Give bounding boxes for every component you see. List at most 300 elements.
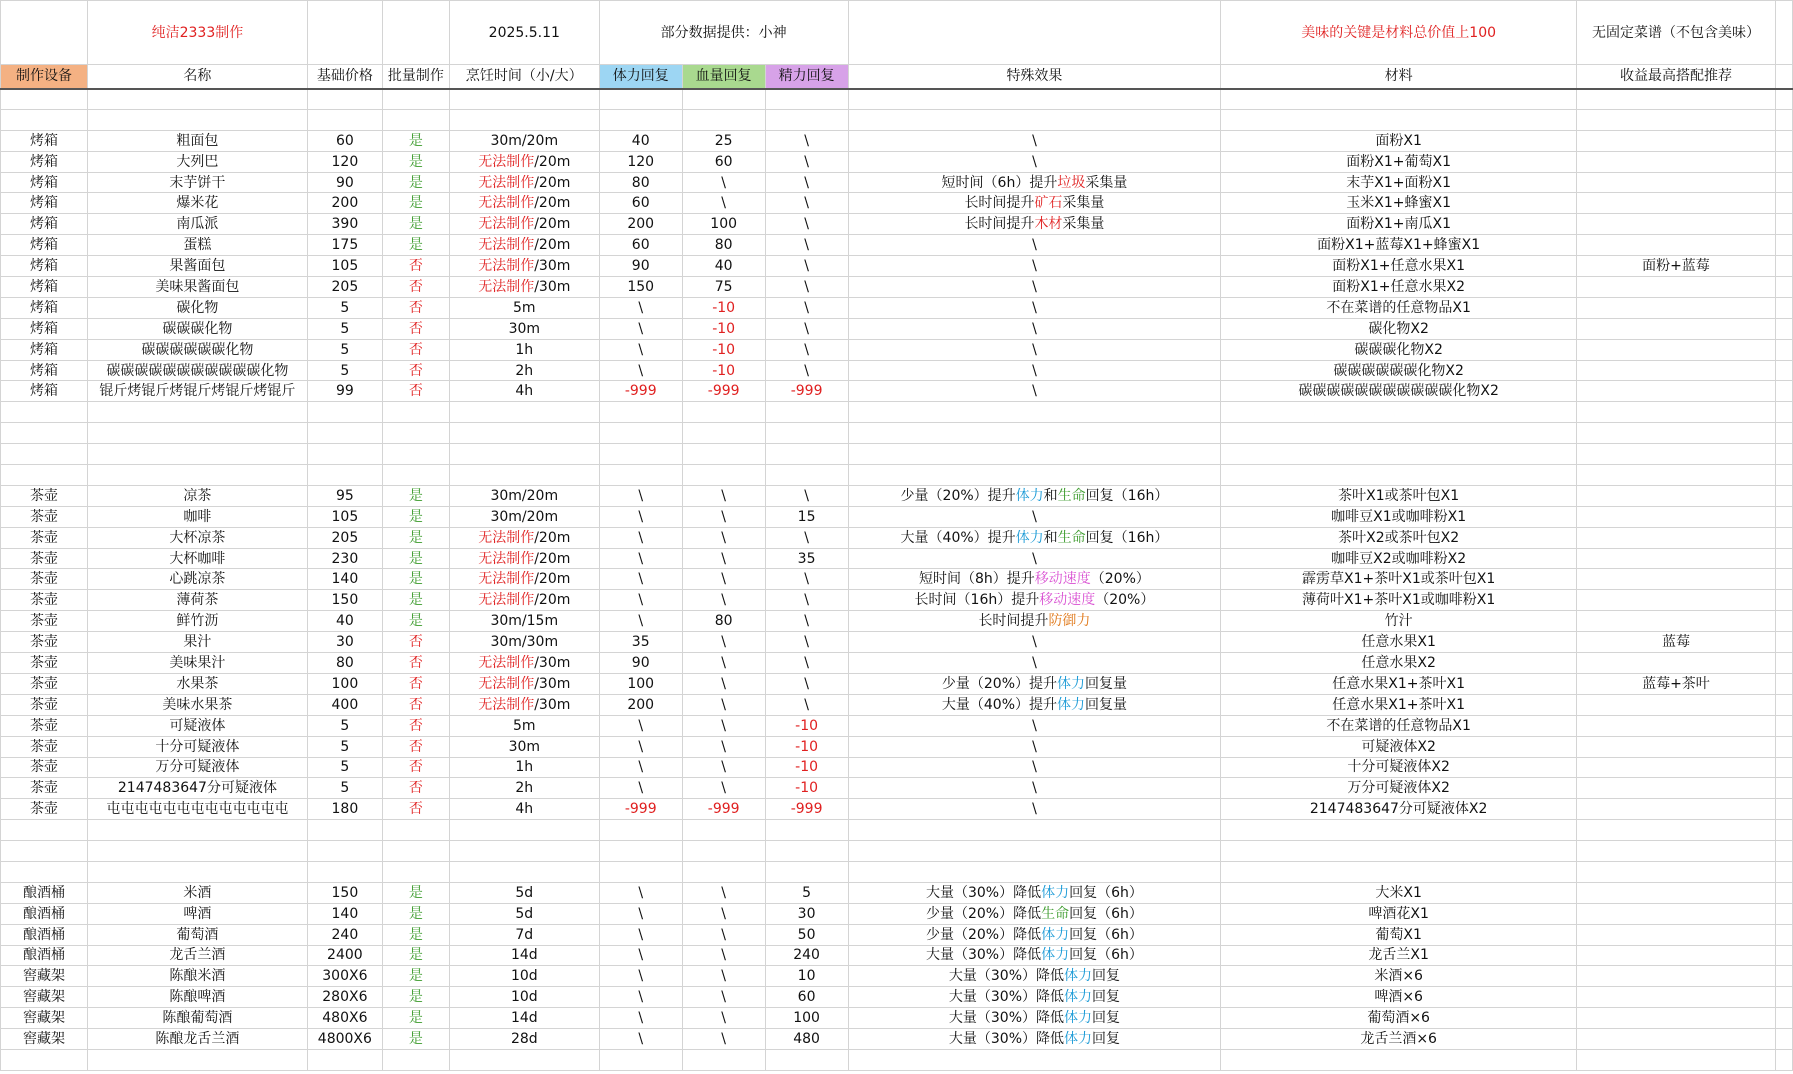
cell[interactable]	[1, 841, 88, 862]
cell[interactable]	[1775, 590, 1792, 611]
price-cell[interactable]: 205	[307, 277, 382, 298]
batch-cell[interactable]: 是	[382, 945, 449, 966]
price-cell[interactable]: 150	[307, 882, 382, 903]
health-cell[interactable]: 80	[682, 611, 765, 632]
effect-cell[interactable]	[848, 632, 1221, 653]
effect-cell[interactable]	[848, 506, 1221, 527]
cell[interactable]	[848, 841, 1221, 862]
cell[interactable]	[1, 89, 88, 110]
effect-cell[interactable]	[848, 736, 1221, 757]
effect-cell[interactable]	[848, 1029, 1221, 1050]
effect-cell[interactable]	[848, 339, 1221, 360]
cell[interactable]	[449, 861, 599, 882]
author-cell[interactable]: 纯洁2333制作	[87, 1, 307, 65]
stamina-cell[interactable]: -999	[599, 381, 682, 402]
stamina-cell[interactable]: \	[599, 778, 682, 799]
name-cell[interactable]: 大列巴	[87, 151, 307, 172]
cell[interactable]	[1775, 360, 1792, 381]
energy-cell[interactable]: \	[765, 360, 848, 381]
effect-cell[interactable]	[848, 569, 1221, 590]
time-cell[interactable]	[449, 778, 599, 799]
name-cell[interactable]: 美味果汁	[87, 653, 307, 674]
name-cell[interactable]: 陈酿米酒	[87, 966, 307, 987]
cell[interactable]	[1576, 1049, 1775, 1070]
health-cell[interactable]: -999	[682, 381, 765, 402]
cell[interactable]	[1221, 465, 1577, 486]
cell[interactable]	[449, 841, 599, 862]
cell[interactable]	[1576, 861, 1775, 882]
recommend-cell[interactable]	[1576, 235, 1775, 256]
material-cell[interactable]: 面粉X1+任意水果X1	[1221, 256, 1577, 277]
device-cell[interactable]: 烤箱	[1, 214, 88, 235]
header-name[interactable]: 名称	[87, 65, 307, 89]
cell[interactable]	[1775, 632, 1792, 653]
stamina-cell[interactable]: \	[599, 736, 682, 757]
cell[interactable]	[599, 444, 682, 465]
device-cell[interactable]: 茶壶	[1, 653, 88, 674]
header-recommend[interactable]: 收益最高搭配推荐	[1576, 65, 1775, 89]
health-cell[interactable]: \	[682, 172, 765, 193]
name-cell[interactable]: 屯屯屯屯屯屯屯屯屯屯屯屯屯	[87, 799, 307, 820]
health-cell[interactable]: 25	[682, 130, 765, 151]
stamina-cell[interactable]: \	[599, 590, 682, 611]
price-cell[interactable]: 40	[307, 611, 382, 632]
effect-cell[interactable]	[848, 214, 1221, 235]
batch-cell[interactable]: 是	[382, 548, 449, 569]
health-cell[interactable]: \	[682, 924, 765, 945]
device-cell[interactable]: 烤箱	[1, 360, 88, 381]
cell[interactable]	[765, 89, 848, 110]
cell[interactable]	[1775, 757, 1792, 778]
cell[interactable]	[87, 89, 307, 110]
time-cell[interactable]	[449, 569, 599, 590]
time-cell[interactable]	[449, 1029, 599, 1050]
cell[interactable]	[848, 1, 1221, 65]
cell[interactable]	[682, 402, 765, 423]
energy-cell[interactable]: \	[765, 339, 848, 360]
material-cell[interactable]: 2147483647分可疑液体X2	[1221, 799, 1577, 820]
cell[interactable]	[682, 109, 765, 130]
device-cell[interactable]: 烤箱	[1, 130, 88, 151]
credit-cell[interactable]: 部分数据提供：小神	[599, 1, 848, 65]
price-cell[interactable]: 300X6	[307, 966, 382, 987]
name-cell[interactable]: 2147483647分可疑液体	[87, 778, 307, 799]
name-cell[interactable]: 陈酿葡萄酒	[87, 1008, 307, 1029]
cell[interactable]	[1775, 151, 1792, 172]
cell[interactable]	[848, 861, 1221, 882]
cell[interactable]	[307, 1049, 382, 1070]
material-cell[interactable]: 葡萄X1	[1221, 924, 1577, 945]
header-time[interactable]: 烹饪时间（小/大）	[449, 65, 599, 89]
effect-cell[interactable]	[848, 757, 1221, 778]
time-cell[interactable]	[449, 590, 599, 611]
batch-cell[interactable]: 是	[382, 966, 449, 987]
material-cell[interactable]: 任意水果X2	[1221, 653, 1577, 674]
effect-cell[interactable]	[848, 130, 1221, 151]
health-cell[interactable]: \	[682, 736, 765, 757]
time-cell[interactable]	[449, 757, 599, 778]
material-cell[interactable]: 面粉X1+葡萄X1	[1221, 151, 1577, 172]
device-cell[interactable]: 窖藏架	[1, 1029, 88, 1050]
device-cell[interactable]: 烤箱	[1, 172, 88, 193]
name-cell[interactable]: 粗面包	[87, 130, 307, 151]
price-cell[interactable]: 105	[307, 506, 382, 527]
price-cell[interactable]: 100	[307, 673, 382, 694]
health-cell[interactable]: 40	[682, 256, 765, 277]
time-cell[interactable]	[449, 632, 599, 653]
health-cell[interactable]: \	[682, 903, 765, 924]
cell[interactable]	[1775, 653, 1792, 674]
energy-cell[interactable]: -10	[765, 778, 848, 799]
cell[interactable]	[1576, 465, 1775, 486]
cell[interactable]	[848, 402, 1221, 423]
cell[interactable]	[1775, 381, 1792, 402]
cell[interactable]	[87, 1049, 307, 1070]
device-cell[interactable]: 茶壶	[1, 799, 88, 820]
batch-cell[interactable]: 否	[382, 778, 449, 799]
name-cell[interactable]: 爆米花	[87, 193, 307, 214]
cell[interactable]	[1221, 109, 1577, 130]
stamina-cell[interactable]: \	[599, 757, 682, 778]
device-cell[interactable]: 酿酒桶	[1, 903, 88, 924]
batch-cell[interactable]: 否	[382, 360, 449, 381]
cell[interactable]	[848, 820, 1221, 841]
effect-cell[interactable]	[848, 277, 1221, 298]
device-cell[interactable]: 茶壶	[1, 590, 88, 611]
cell[interactable]	[682, 423, 765, 444]
effect-cell[interactable]	[848, 882, 1221, 903]
effect-cell[interactable]	[848, 381, 1221, 402]
recommend-cell[interactable]	[1576, 966, 1775, 987]
recommend-cell[interactable]	[1576, 882, 1775, 903]
cell[interactable]	[1775, 65, 1792, 89]
time-cell[interactable]	[449, 277, 599, 298]
cell[interactable]	[1775, 945, 1792, 966]
device-cell[interactable]: 烤箱	[1, 339, 88, 360]
batch-cell[interactable]: 是	[382, 569, 449, 590]
material-cell[interactable]: 咖啡豆X2或咖啡粉X2	[1221, 548, 1577, 569]
health-cell[interactable]: \	[682, 715, 765, 736]
stamina-cell[interactable]: 40	[599, 130, 682, 151]
name-cell[interactable]: 美味果酱面包	[87, 277, 307, 298]
cell[interactable]	[765, 109, 848, 130]
energy-cell[interactable]: \	[765, 673, 848, 694]
stamina-cell[interactable]: \	[599, 945, 682, 966]
name-cell[interactable]: 陈酿啤酒	[87, 987, 307, 1008]
name-cell[interactable]: 龙舌兰酒	[87, 945, 307, 966]
material-cell[interactable]: 茶叶X2或茶叶包X2	[1221, 527, 1577, 548]
batch-cell[interactable]: 是	[382, 235, 449, 256]
energy-cell[interactable]: -10	[765, 757, 848, 778]
price-cell[interactable]: 5	[307, 339, 382, 360]
cell[interactable]	[449, 109, 599, 130]
tip-cell[interactable]: 美味的关键是材料总价值上100	[1221, 1, 1577, 65]
price-cell[interactable]: 230	[307, 548, 382, 569]
batch-cell[interactable]: 否	[382, 339, 449, 360]
stamina-cell[interactable]: \	[599, 715, 682, 736]
energy-cell[interactable]: \	[765, 172, 848, 193]
cell[interactable]	[87, 423, 307, 444]
energy-cell[interactable]: \	[765, 193, 848, 214]
cell[interactable]	[1221, 820, 1577, 841]
time-cell[interactable]	[449, 611, 599, 632]
price-cell[interactable]: 480X6	[307, 1008, 382, 1029]
name-cell[interactable]: 碳碳碳碳碳碳化物	[87, 339, 307, 360]
stamina-cell[interactable]: 60	[599, 193, 682, 214]
device-cell[interactable]: 茶壶	[1, 736, 88, 757]
stamina-cell[interactable]: \	[599, 882, 682, 903]
stamina-cell[interactable]: 90	[599, 256, 682, 277]
recommend-cell[interactable]	[1576, 277, 1775, 298]
time-cell[interactable]	[449, 1008, 599, 1029]
time-cell[interactable]	[449, 172, 599, 193]
name-cell[interactable]: 可疑液体	[87, 715, 307, 736]
effect-cell[interactable]	[848, 151, 1221, 172]
batch-cell[interactable]: 否	[382, 381, 449, 402]
energy-cell[interactable]: \	[765, 235, 848, 256]
batch-cell[interactable]: 是	[382, 882, 449, 903]
device-cell[interactable]: 茶壶	[1, 548, 88, 569]
recommend-cell[interactable]	[1576, 611, 1775, 632]
stamina-cell[interactable]: \	[599, 611, 682, 632]
device-cell[interactable]: 酿酒桶	[1, 882, 88, 903]
effect-cell[interactable]	[848, 799, 1221, 820]
cell[interactable]	[1775, 318, 1792, 339]
material-cell[interactable]: 碳碳碳化物X2	[1221, 339, 1577, 360]
effect-cell[interactable]	[848, 172, 1221, 193]
health-cell[interactable]: \	[682, 569, 765, 590]
energy-cell[interactable]: -10	[765, 736, 848, 757]
energy-cell[interactable]: \	[765, 277, 848, 298]
cell[interactable]	[382, 465, 449, 486]
recommend-cell[interactable]	[1576, 569, 1775, 590]
energy-cell[interactable]: \	[765, 590, 848, 611]
cell[interactable]	[599, 841, 682, 862]
cell[interactable]	[449, 1049, 599, 1070]
cell[interactable]	[382, 841, 449, 862]
name-cell[interactable]: 米酒	[87, 882, 307, 903]
health-cell[interactable]: \	[682, 1029, 765, 1050]
health-cell[interactable]: -10	[682, 360, 765, 381]
name-cell[interactable]: 凉茶	[87, 485, 307, 506]
material-cell[interactable]: 薄荷叶X1+茶叶X1或咖啡粉X1	[1221, 590, 1577, 611]
batch-cell[interactable]: 是	[382, 172, 449, 193]
material-cell[interactable]: 碳碳碳碳碳碳碳碳碳碳碳化物X2	[1221, 381, 1577, 402]
material-cell[interactable]: 竹汁	[1221, 611, 1577, 632]
effect-cell[interactable]	[848, 548, 1221, 569]
time-cell[interactable]	[449, 360, 599, 381]
effect-cell[interactable]	[848, 256, 1221, 277]
price-cell[interactable]: 2400	[307, 945, 382, 966]
stamina-cell[interactable]: \	[599, 1029, 682, 1050]
cell[interactable]	[87, 820, 307, 841]
cell[interactable]	[765, 820, 848, 841]
price-cell[interactable]: 200	[307, 193, 382, 214]
cell[interactable]	[1775, 235, 1792, 256]
cell[interactable]	[682, 444, 765, 465]
recommend-cell[interactable]: 蓝莓+茶叶	[1576, 673, 1775, 694]
cell[interactable]	[1775, 402, 1792, 423]
cell[interactable]	[449, 402, 599, 423]
cell[interactable]	[599, 1049, 682, 1070]
device-cell[interactable]: 茶壶	[1, 715, 88, 736]
cell[interactable]	[1775, 736, 1792, 757]
material-cell[interactable]: 啤酒×6	[1221, 987, 1577, 1008]
stamina-cell[interactable]: \	[599, 360, 682, 381]
effect-cell[interactable]	[848, 778, 1221, 799]
health-cell[interactable]: 100	[682, 214, 765, 235]
cell[interactable]	[765, 444, 848, 465]
batch-cell[interactable]: 否	[382, 694, 449, 715]
price-cell[interactable]: 280X6	[307, 987, 382, 1008]
stamina-cell[interactable]: \	[599, 1008, 682, 1029]
recommend-cell[interactable]	[1576, 548, 1775, 569]
cell[interactable]	[1, 423, 88, 444]
name-cell[interactable]: 十分可疑液体	[87, 736, 307, 757]
health-cell[interactable]: -10	[682, 318, 765, 339]
health-cell[interactable]: \	[682, 485, 765, 506]
health-cell[interactable]: 60	[682, 151, 765, 172]
time-cell[interactable]	[449, 799, 599, 820]
date-cell[interactable]: 2025.5.11	[449, 1, 599, 65]
time-cell[interactable]	[449, 235, 599, 256]
cell[interactable]	[1, 861, 88, 882]
batch-cell[interactable]: 是	[382, 1008, 449, 1029]
stamina-cell[interactable]: \	[599, 318, 682, 339]
cell[interactable]	[1775, 966, 1792, 987]
device-cell[interactable]: 烤箱	[1, 193, 88, 214]
effect-cell[interactable]	[848, 945, 1221, 966]
cell[interactable]	[682, 841, 765, 862]
stamina-cell[interactable]: 150	[599, 277, 682, 298]
name-cell[interactable]: 锟斤烤锟斤烤锟斤烤锟斤烤锟斤	[87, 381, 307, 402]
energy-cell[interactable]: \	[765, 130, 848, 151]
recommend-cell[interactable]	[1576, 945, 1775, 966]
time-cell[interactable]	[449, 506, 599, 527]
name-cell[interactable]: 鲜竹沥	[87, 611, 307, 632]
batch-cell[interactable]: 否	[382, 736, 449, 757]
cell[interactable]	[1576, 423, 1775, 444]
energy-cell[interactable]: \	[765, 151, 848, 172]
cell[interactable]	[682, 820, 765, 841]
price-cell[interactable]: 140	[307, 569, 382, 590]
cell[interactable]	[682, 1049, 765, 1070]
batch-cell[interactable]: 是	[382, 611, 449, 632]
batch-cell[interactable]: 是	[382, 130, 449, 151]
cell[interactable]	[1, 402, 88, 423]
batch-cell[interactable]: 否	[382, 715, 449, 736]
cell[interactable]	[1, 109, 88, 130]
effect-cell[interactable]	[848, 193, 1221, 214]
cell[interactable]	[449, 820, 599, 841]
recommend-cell[interactable]	[1576, 653, 1775, 674]
note-cell[interactable]: 无固定菜谱（不包含美味）	[1576, 1, 1775, 65]
stamina-cell[interactable]: 120	[599, 151, 682, 172]
cell[interactable]	[1221, 89, 1577, 110]
material-cell[interactable]: 茶叶X1或茶叶包X1	[1221, 485, 1577, 506]
cell[interactable]	[1775, 882, 1792, 903]
cell[interactable]	[449, 444, 599, 465]
health-cell[interactable]: \	[682, 506, 765, 527]
material-cell[interactable]: 面粉X1+南瓜X1	[1221, 214, 1577, 235]
cell[interactable]	[682, 861, 765, 882]
energy-cell[interactable]: \	[765, 611, 848, 632]
time-cell[interactable]	[449, 966, 599, 987]
batch-cell[interactable]: 是	[382, 506, 449, 527]
time-cell[interactable]	[449, 297, 599, 318]
cell[interactable]	[449, 89, 599, 110]
time-cell[interactable]	[449, 945, 599, 966]
name-cell[interactable]: 啤酒	[87, 903, 307, 924]
cell[interactable]	[449, 423, 599, 444]
energy-cell[interactable]: 60	[765, 987, 848, 1008]
batch-cell[interactable]: 否	[382, 277, 449, 298]
cell[interactable]	[307, 820, 382, 841]
cell[interactable]	[765, 841, 848, 862]
effect-cell[interactable]	[848, 590, 1221, 611]
recommend-cell[interactable]	[1576, 214, 1775, 235]
price-cell[interactable]: 30	[307, 632, 382, 653]
name-cell[interactable]: 南瓜派	[87, 214, 307, 235]
stamina-cell[interactable]: -999	[599, 799, 682, 820]
header-stamina[interactable]: 体力回复	[599, 65, 682, 89]
price-cell[interactable]: 390	[307, 214, 382, 235]
cell[interactable]	[1775, 694, 1792, 715]
cell[interactable]	[599, 89, 682, 110]
cell[interactable]	[87, 465, 307, 486]
cell[interactable]	[1221, 423, 1577, 444]
batch-cell[interactable]: 是	[382, 151, 449, 172]
cell[interactable]	[1775, 193, 1792, 214]
health-cell[interactable]: \	[682, 966, 765, 987]
name-cell[interactable]: 水果茶	[87, 673, 307, 694]
cell[interactable]	[765, 861, 848, 882]
name-cell[interactable]: 万分可疑液体	[87, 757, 307, 778]
material-cell[interactable]: 大米X1	[1221, 882, 1577, 903]
health-cell[interactable]: \	[682, 632, 765, 653]
name-cell[interactable]: 陈酿龙舌兰酒	[87, 1029, 307, 1050]
cell[interactable]	[87, 402, 307, 423]
cell[interactable]	[382, 402, 449, 423]
material-cell[interactable]: 龙舌兰X1	[1221, 945, 1577, 966]
stamina-cell[interactable]: \	[599, 485, 682, 506]
cell[interactable]	[87, 444, 307, 465]
cell[interactable]	[682, 465, 765, 486]
recommend-cell[interactable]	[1576, 130, 1775, 151]
recommend-cell[interactable]	[1576, 715, 1775, 736]
energy-cell[interactable]: \	[765, 632, 848, 653]
price-cell[interactable]: 175	[307, 235, 382, 256]
health-cell[interactable]: \	[682, 653, 765, 674]
cell[interactable]	[1775, 924, 1792, 945]
cell[interactable]	[1775, 861, 1792, 882]
batch-cell[interactable]: 否	[382, 673, 449, 694]
price-cell[interactable]: 90	[307, 172, 382, 193]
batch-cell[interactable]: 否	[382, 256, 449, 277]
cell[interactable]	[382, 1049, 449, 1070]
cell[interactable]	[87, 841, 307, 862]
recommend-cell[interactable]	[1576, 193, 1775, 214]
cell[interactable]	[1775, 1008, 1792, 1029]
device-cell[interactable]: 茶壶	[1, 694, 88, 715]
cell[interactable]	[1775, 1, 1792, 65]
cell[interactable]	[599, 465, 682, 486]
material-cell[interactable]: 面粉X1+蓝莓X1+蜂蜜X1	[1221, 235, 1577, 256]
time-cell[interactable]	[449, 193, 599, 214]
time-cell[interactable]	[449, 653, 599, 674]
time-cell[interactable]	[449, 151, 599, 172]
cell[interactable]	[307, 89, 382, 110]
